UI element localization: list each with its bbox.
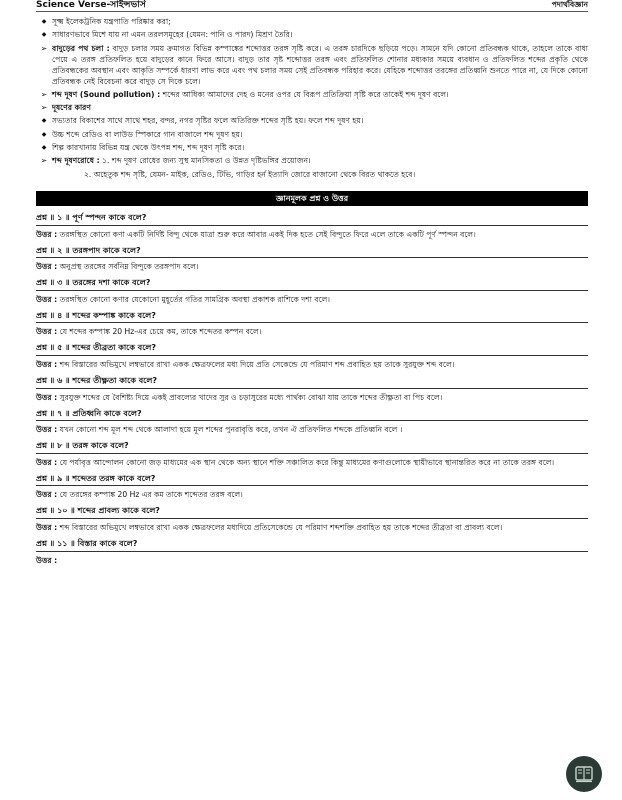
answer-prefix: উত্তর : (36, 457, 58, 467)
list-item: ◆ সূক্ষ্ম ইলেকট্রনিক যন্ত্রপাতি পরিষ্কার করা; (36, 16, 588, 27)
answer-body: তরঙ্গস্থিত কোনো কণা একটি নির্দিষ্ট বিন্দু থেকে যাত্রা শুরু করে আবার একই দিক হতে সেই বিন্দুতে ফিরে এলে তাকে একটি পূর্ণ স্পন্দন বলে। (57, 229, 476, 239)
qa-list (36, 212, 588, 566)
answer-prefix: উত্তর : (36, 555, 58, 565)
list-item: ◆ শিল্প কারখানায় বিভিন্ন যন্ত্র থেকে উৎপন্ন শব্দ, শব্দ দূষণ সৃষ্টি করে। (36, 142, 588, 153)
qa-item (36, 538, 588, 566)
answer-text (36, 261, 588, 272)
question-heading: প্রশ্ন ॥ ৩ ॥ তরঙ্গের দশা কাকে বলে? (36, 277, 588, 291)
answer-body: যে পর্যাবৃত্ত আন্দোলন কোনো জড় মাধ্যমের এক স্থান থেকে অন্য স্থানে শক্তি সঞ্চালিত করে কিন্তু মাধ্যমের কণাগুলোকে স্থায়ীভাবে স্থানান্তরিত করে না তাকে তরঙ্গ বলে। (57, 457, 555, 467)
answer-body: যে শব্দের কম্পাঙ্ক 20 Hz-এর চেয়ে কম, তাকে শব্দেতর কম্পন বলে। (57, 327, 262, 337)
qa-item (36, 505, 588, 533)
answer-body: অনুপ্রস্থ তরঙ্গের সর্বনিম্ন বিন্দুকে তরঙ্গপাদ বলে। (57, 262, 199, 272)
qa-item (36, 440, 588, 468)
floating-book-button[interactable] (566, 756, 602, 792)
bat-text: বাদুড় চলার সময় ক্রমাগত বিভিন্ন কম্পাঙ্কের শব্দোত্তর তরঙ্গ সৃষ্টি করে। এ তরঙ্গ চারদিকে ছড়িয়ে পড়ে। সামনে যদি কোনো প্রতিবন্ধক থাকে, তাহলে তাকে বাধা পেয়ে এ তরঙ্গ প্রতিফলিত হয়ে বাদুড়ের কানে ফিরে আসে। বাদুড় তার সৃষ্ট শব্দোত্তর তরঙ্গ এবং প্রতিফলিত শোনার মধ্যকার সময়ে ব্যবধান ও প্রতিফলিত শব্দের প্রকৃতি থেকে প্রতিবন্ধকের অবস্থান এবং আকৃতি সম্পর্কে ধারণা লাভ করে এবং পথ চলার সময় সেই প্রতিবন্ধক পরিহার করে। যেহিকে শব্দোত্তর তরঙ্গের প্রতিধ্বনি শুনতে পারে না, যে দিকে কোনো প্রতিবন্ধক নেই বিবেচনা করে বাদুড় সে দিকে চলে। (52, 43, 588, 86)
answer-text (36, 424, 588, 435)
qa-item (36, 408, 588, 436)
question-heading: প্রশ্ন ॥ ১১ ॥ বিস্তার কাকে বলে? (36, 538, 588, 552)
diamond-bullet-icon: ◆ (41, 31, 47, 39)
answer-prefix: উত্তর : (36, 294, 58, 304)
qa-item (36, 473, 588, 501)
list-item: ◆ সাধারণভাবে মিশে যায় না এমন তরলসমূহের (যেমন: পানি ও পারদ) মিশ্রণ তৈরি। (36, 29, 588, 40)
question-heading: প্রশ্ন ॥ ৬ ॥ শব্দের তীক্ষ্ণতা কাকে বলে? (36, 375, 588, 389)
noise-text: শব্দের আধিক্য আমাদের দেহ ও মনের ওপর যে বিরূপ প্রতিক্রিয়া সৃষ্টি করে তাকেই শব্দ দূষণ বলে। (160, 89, 449, 99)
answer-prefix: উত্তর : (36, 490, 58, 500)
question-heading: প্রশ্ন ॥ ৭ ॥ প্রতিধ্বনি কাকে বলে? (36, 408, 588, 422)
bat-navigation-paragraph (36, 43, 588, 87)
answer-prefix: উত্তর : (36, 229, 58, 239)
noise-pollution-paragraph (36, 89, 588, 100)
bat-term: বাদুড়ের পথ চলা : (52, 43, 110, 53)
question-heading: প্রশ্ন ॥ ১০ ॥ শব্দের প্রাবল্য কাকে বলে? (36, 505, 588, 519)
book-icon (573, 763, 595, 785)
answer-body: সুরযুক্ত শব্দের যে বৈশিষ্ট্য দিয়ে একই প্রাবল্যের খাদের সুর ও চড়াসুরের মধ্যে পার্থক্য বোঝা যায় তাকে শব্দের তীক্ষ্ণতা বা পিচ বলে। (57, 392, 443, 402)
diamond-bullet-icon: ◆ (41, 18, 47, 25)
question-heading: প্রশ্ন ॥ ৪ ॥ শব্দের কম্পাঙ্ক কাকে বলে? (36, 310, 588, 324)
qa-item (36, 342, 588, 370)
question-heading: প্রশ্ন ॥ ৫ ॥ শব্দের তীব্রতা কাকে বলে? (36, 342, 588, 356)
list-item: ◆ উচ্চ শব্দে রেডিও বা লাউড স্পিকারে গান বাজালে শব্দ দূষণ হয়। (36, 129, 588, 140)
question-heading: প্রশ্ন ॥ ২ ॥ তরঙ্গপাদ কাকে বলে? (36, 245, 588, 259)
qa-item (36, 245, 588, 273)
diamond-bullet-icon: ◆ (41, 117, 47, 125)
question-heading: প্রশ্ন ॥ ৯ ॥ শব্দেতর তরঙ্গ কাকে বলে? (36, 473, 588, 487)
section-title-bar: জ্ঞানমূলক প্রশ্ন ও উত্তর (36, 191, 588, 207)
list-item: ◆ সভ্যতার বিকাশের সাথে সাথে শহর, বন্দর, নগর সৃষ্টির ফলে অতিরিক্ত শব্দের সৃষ্টি হয়। ফলে শব্দ দূষণ হয়। (36, 115, 588, 126)
arrow-bullet-icon: ➢ (40, 102, 48, 112)
answer-body: শব্দ বিস্তারের অভিমুখে লম্বভাবে রাখা একক ক্ষেত্রফলের মধ্যদিয়ে প্রতিসেকেন্ডে যে পরিমাণ শব্দশক্তি প্রবাহিত হয় তাকে শব্দের তীব্রতা বা প্রাবল্য বলে। (57, 523, 503, 533)
subject-label: পদার্থবিজ্ঞান (551, 0, 588, 10)
qa-item (36, 212, 588, 240)
causes-heading: ➢ দূষণের কারণ (36, 102, 588, 113)
answer-text (36, 392, 588, 403)
answer-prefix: উত্তর : (36, 327, 58, 337)
qa-item (36, 375, 588, 403)
arrow-bullet-icon: ➢ (40, 156, 48, 166)
answer-prefix: উত্তর : (36, 360, 58, 370)
answer-text (36, 522, 588, 533)
answer-text (36, 294, 588, 305)
question-heading: প্রশ্ন ॥ ৮ ॥ তরঙ্গ কাকে বলে? (36, 440, 588, 454)
running-header (36, 0, 588, 12)
answer-prefix: উত্তর : (36, 392, 58, 402)
question-heading: প্রশ্ন ॥ ১ ॥ পূর্ণ স্পন্দন কাকে বলে? (36, 212, 588, 226)
answer-text (36, 359, 588, 370)
answer-body: তরঙ্গস্থিত কোনো কণার যেকোনো মুহূর্তের গতির সামগ্রিক অবস্থা প্রকাশক রাশিকে দশা বলে। (57, 294, 330, 304)
brand-label: Science Verse-সাইন্সভার্স (36, 0, 146, 10)
prevention-term: শব্দ দূষণরোধে : (52, 156, 100, 166)
qa-item (36, 310, 588, 338)
diamond-bullet-icon: ◆ (41, 143, 47, 151)
answer-body: যে তরঙ্গের কম্পাঙ্ক 20 Hz এর কম তাকে শব্দেতর তরঙ্গ বলে। (57, 490, 243, 500)
prevention-point-2: ২. অহেতুক শব্দ সৃষ্টি, যেমন- মাইক, রেডিও, টিভি, গাড়ির হর্ন ইত্যাদি জোরে বাজানো থেকে বিরত থাকতে হবে। (84, 169, 416, 179)
answer-text (36, 229, 588, 240)
answer-text (36, 555, 588, 566)
answer-text (36, 457, 588, 468)
arrow-bullet-icon: ➢ (40, 43, 48, 53)
prevention-paragraph: ➢ শব্দ দূষণরোধে : ১. শব্দ দূষণ রোধের জন্য সুস্থ মানসিকতা ও উন্নত দৃষ্টিভঙ্গির প্রয়োজন। (36, 155, 588, 166)
answer-prefix: উত্তর : (36, 425, 58, 435)
qa-item (36, 277, 588, 305)
answer-prefix: উত্তর : (36, 262, 58, 272)
arrow-bullet-icon: ➢ (40, 89, 48, 99)
diamond-bullet-icon: ◆ (41, 130, 47, 138)
noise-term: শব্দ দূষণ (Sound pollution) : (52, 89, 161, 99)
answer-body: যখন কোনো শব্দ মূল শব্দ থেকে আলাদা হয়ে মূল শব্দের পুনরাবৃত্তি করে, তখন ঐ প্রতিফলিত শব্দকে প্রতিধ্বনি বলে । (57, 425, 403, 435)
document-page (36, 0, 588, 571)
answer-prefix: উত্তর : (36, 523, 58, 533)
answer-text (36, 326, 588, 337)
answer-text (36, 489, 588, 500)
answer-body: শব্দ বিস্তারের অভিমুখে লম্বভাবে রাখা একক ক্ষেত্রফলের মধ্য দিয়ে প্রতি সেকেন্ডে যে পরিমাণ শব্দ প্রবাহিত হয় তাকে সুরযুক্ত শব্দ বলে। (57, 360, 455, 370)
